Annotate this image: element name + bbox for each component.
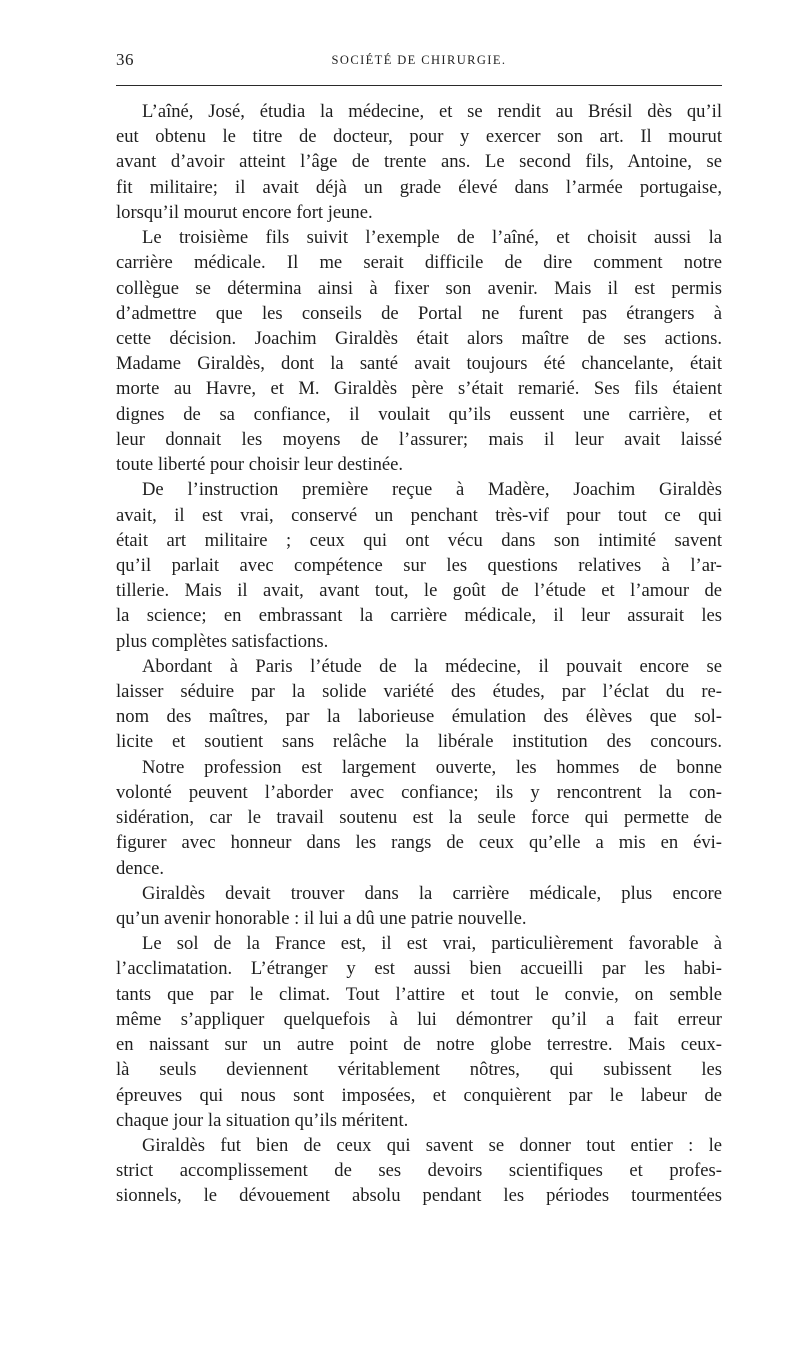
text-line: fit militaire; il avait déjà un grade élevé dans l’armée portugaise, (116, 176, 722, 198)
running-head: SOCIÉTÉ DE CHIRURGIE. (331, 53, 507, 67)
text-line: avait, il est vrai, conservé un penchant très-vif pour tout ce qui (116, 504, 722, 526)
text-line: Le sol de la France est, il est vrai, particulièrement favorable à (142, 933, 722, 955)
text-line: eut obtenu le titre de docteur, pour y exercer son art. Il mourut (116, 126, 722, 148)
text-line: cette décision. Joachim Giraldès était alors maître de ses actions. (116, 327, 722, 349)
text-line: tillerie. Mais il avait, avant tout, le goût de l’étude et l’amour de (116, 580, 722, 602)
text-line: qu’un avenir honorable : il lui a dû une patrie nouvelle. (116, 908, 527, 929)
text-line: licite et soutient sans relâche la libérale institution des concours. (116, 731, 722, 753)
text-line: nom des maîtres, par la laborieuse émulation des élèves que sol- (116, 706, 722, 728)
text-line: strict accomplissement de ses devoirs scientifiques et profes- (116, 1160, 722, 1182)
text-line: volonté peuvent l’aborder avec confiance; ils y rencontrent la con- (116, 781, 722, 803)
text-line: épreuves qui nous sont imposées, et conquièrent par le labeur de (116, 1084, 722, 1106)
text-line: figurer avec honneur dans les rangs de ceux qu’elle a mis en évi- (116, 832, 722, 854)
text-line: là seuls deviennent véritablement nôtres, qui subissent les (116, 1059, 722, 1081)
text-line: leur donnait les moyens de l’assurer; mais il leur avait laissé (116, 428, 722, 450)
text-line: qu’il parlait avec compétence sur les questions relatives à l’ar- (116, 554, 722, 576)
text-line: avant d’avoir atteint l’âge de trente ans. Le second fils, Antoine, se (116, 151, 722, 173)
body-text (116, 99, 722, 1209)
text-line: d’admettre que les conseils de Portal ne furent pas étrangers à (116, 302, 722, 324)
text-line: sidération, car le travail soutenu est la seule force qui permette de (116, 807, 722, 829)
text-line: plus complètes satisfactions. (116, 630, 329, 652)
text-line: la science; en embrassant la carrière médicale, il leur assurait les (116, 605, 722, 627)
text-line: Abordant à Paris l’étude de la médecine, il pouvait encore se (142, 655, 722, 677)
text-line: Le troisième fils suivit l’exemple de l’aîné, et choisit aussi la (142, 227, 722, 249)
text-line: Giraldès devait trouver dans la carrière médicale, plus encore (142, 882, 722, 904)
text-line: l’acclimatation. L’étranger y est aussi bien accueilli par les habi- (116, 958, 722, 980)
text-line: morte au Havre, et M. Giraldès père s’était remarié. Ses fils étaient (116, 378, 722, 400)
text-line: toute liberté pour choisir leur destinée. (116, 454, 404, 476)
text-line: sionnels, le dévouement absolu pendant les périodes tourmentées (116, 1185, 722, 1207)
text-line: L’aîné, José, étudia la médecine, et se rendit au Brésil dès qu’il (142, 101, 722, 122)
page-number: 36 (116, 50, 134, 69)
text-line: même s’appliquer quelquefois à lui démontrer qu’il a fait erreur (116, 1008, 722, 1030)
text-line: Notre profession est largement ouverte, les hommes de bonne (142, 756, 722, 778)
text-line: laisser séduire par la solide variété des études, par l’éclat du re- (116, 681, 722, 703)
text-line: était art militaire ; ceux qui ont vécu dans son intimité savent (116, 529, 722, 551)
page-header (116, 50, 722, 74)
header-rule (116, 85, 722, 86)
text-line: tants que par le climat. Tout l’attire et tout le convie, on semble (116, 983, 722, 1005)
text-line: Giraldès fut bien de ceux qui savent se donner tout entier : le (142, 1134, 722, 1156)
text-line: lorsqu’il mourut encore fort jeune. (116, 201, 373, 223)
text-line: collègue se détermina ainsi à fixer son avenir. Mais il est permis (116, 277, 722, 299)
text-line: dence. (116, 857, 165, 879)
text-line: en naissant sur un autre point de notre globe terrestre. Mais ceux- (116, 1034, 722, 1056)
text-line: De l’instruction première reçue à Madère, Joachim Giraldès (142, 479, 722, 501)
text-line: Madame Giraldès, dont la santé avait toujours été chancelante, était (116, 353, 722, 375)
text-line: chaque jour la situation qu’ils méritent. (116, 1109, 409, 1131)
text-line: carrière médicale. Il me serait difficile de dire comment notre (116, 252, 722, 274)
text-line: dignes de sa confiance, il voulait qu’ils eussent une carrière, et (116, 403, 722, 425)
